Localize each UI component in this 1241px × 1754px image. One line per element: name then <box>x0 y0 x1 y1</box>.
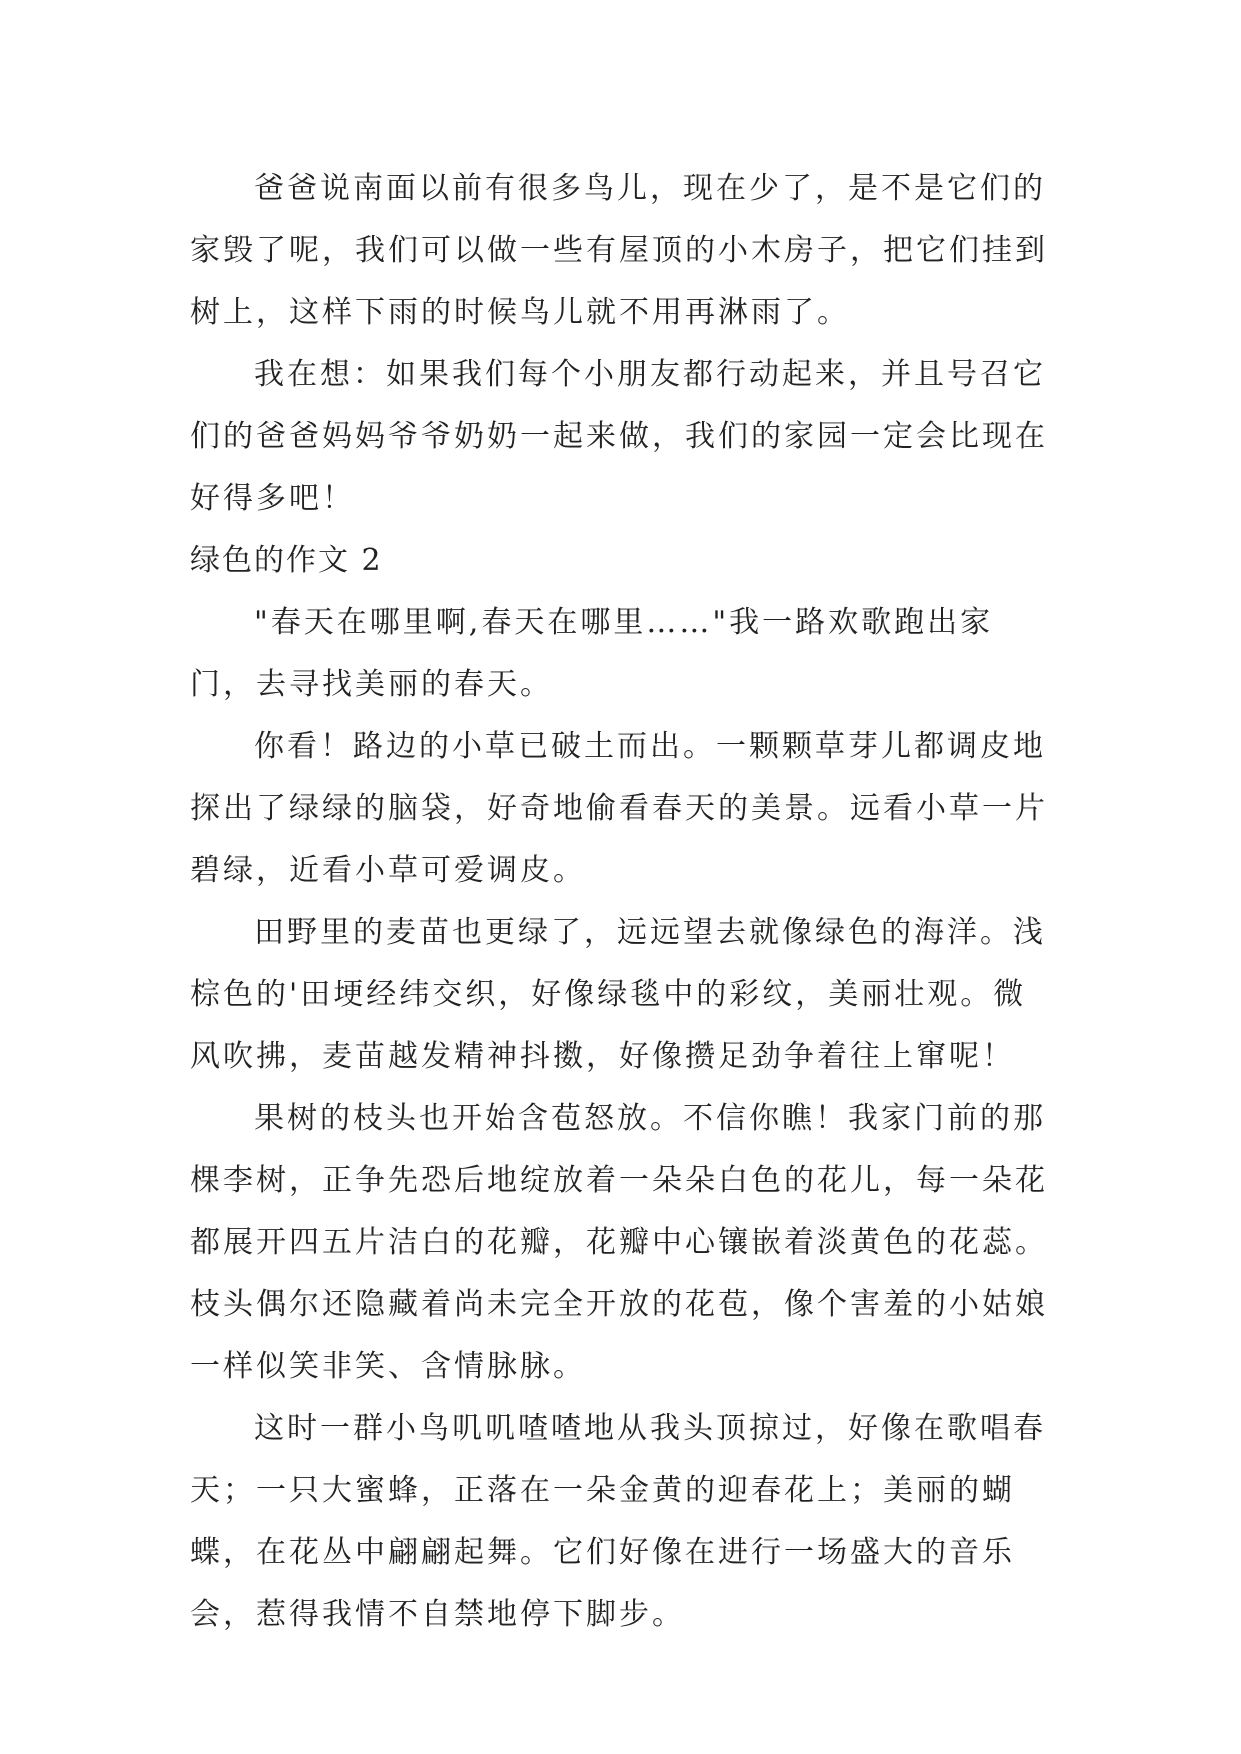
section-title: 绿色的作文 2 <box>190 543 383 578</box>
paragraph-grass: 你看！路边的小草已破土而出。一颗颗草芽儿都调皮地探出了绿绿的脑袋，好奇地偷看春天的美景。远看小草一片碧绿，近看小草可爱调皮。 <box>190 729 1048 888</box>
paragraph-birds-bees: 这时一群小鸟叽叽喳喳地从我头顶掠过，好像在歌唱春天；一只大蜜蜂，正落在一朵金黄的迎春花上；美丽的蝴蝶，在花丛中翩翩起舞。它们好像在进行一场盛大的音乐会，惹得我情不自禁地停下脚步。 <box>190 1411 1046 1632</box>
paragraph-wheat-field: 田野里的麦苗也更绿了，远远望去就像绿色的海洋。浅棕色的'田埂经纬交织，好像绿毯中的彩纹，美丽壮观。微风吹拂，麦苗越发精神抖擞，好像攒足劲争着往上窜呢！ <box>190 915 1046 1074</box>
document-body <box>190 158 1052 1646</box>
paragraph-birds-houses: 爸爸说南面以前有很多鸟儿，现在少了，是不是它们的家毁了呢，我们可以做一些有屋顶的小木房子，把它们挂到树上，这样下雨的时候鸟儿就不用再淋雨了。 <box>190 171 1048 330</box>
paragraph-kids-action: 我在想：如果我们每个小朋友都行动起来，并且号召它们的爸爸妈妈爷爷奶奶一起来做，我们的家园一定会比现在好得多吧！ <box>190 357 1048 516</box>
paragraph-spring-search: "春天在哪里啊,春天在哪里……"我一路欢歌跑出家门，去寻找美丽的春天。 <box>190 605 994 702</box>
paragraph-plum-tree: 果树的枝头也开始含苞怒放。不信你瞧！我家门前的那棵李树，正争先恐后地绽放着一朵朵白色的花儿，每一朵花都展开四五片洁白的花瓣，花瓣中心镶嵌着淡黄色的花蕊。枝头偶尔还隐藏着尚未完全开放的花苞，像个害羞的小姑娘一样似笑非笑、含情脉脉。 <box>190 1101 1048 1384</box>
